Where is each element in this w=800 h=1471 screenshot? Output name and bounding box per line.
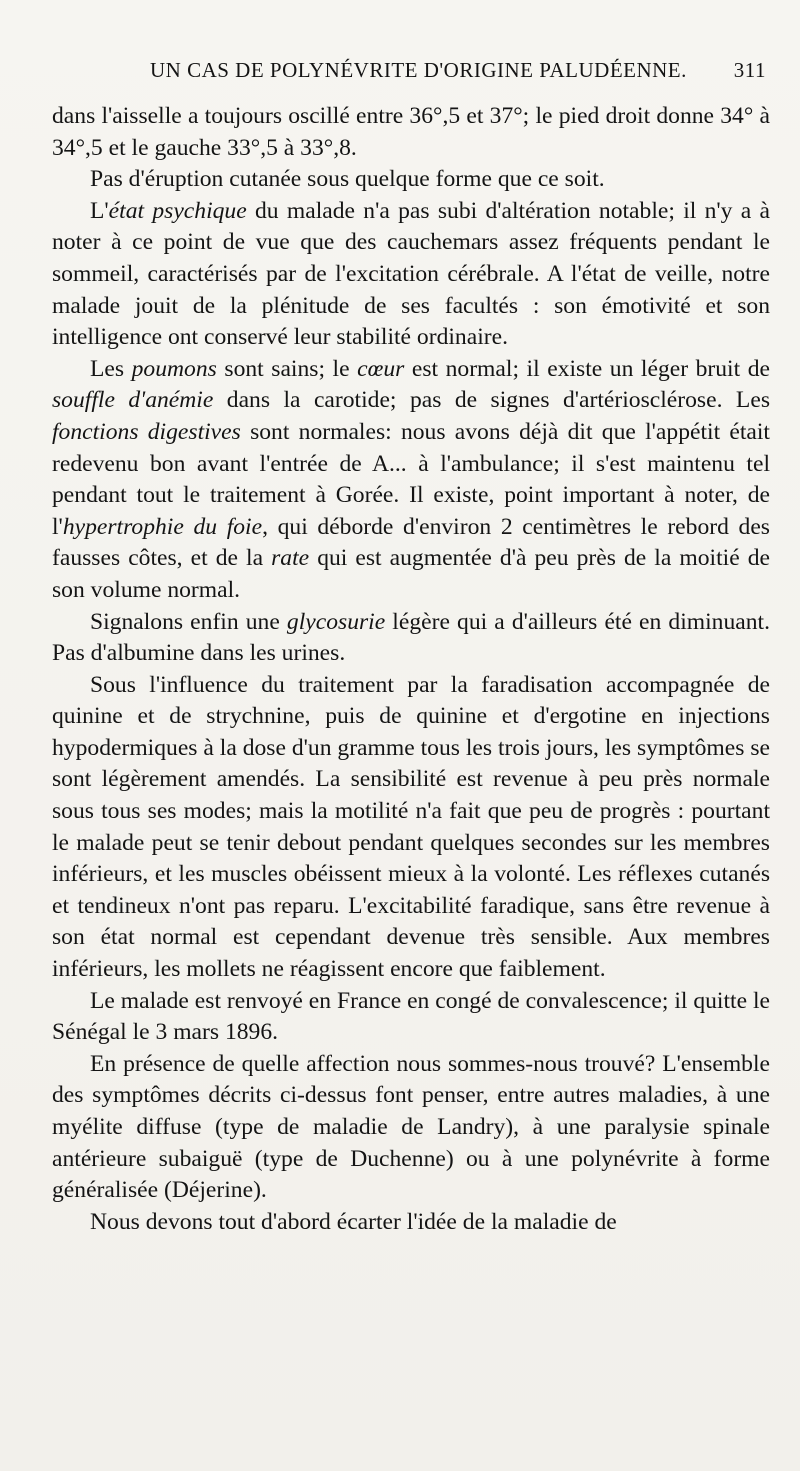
paragraph (52, 986, 770, 1049)
text-run: En présence de quelle affection nous sommes-nous trouvé? L'ensemble des symptômes décrits ci-dessus font penser, entre autres maladies, à une myélite diffuse (type de maladie de Landry), à une paralysie spinale antérieure subaiguë (type de Duchenne) ou à une polynévrite à forme généralisée (Déjerine). (52, 1050, 770, 1204)
text-run: Sous l'influence du traitement par la faradisation accompagnée de quinine et de strychnine, puis de quinine et d'ergotine en injections hypodermiques à la dose d'un gramme tous les trois jours, les symptômes se sont légèrement amendés. La sensibilité est revenue à peu près normale sous tous ses modes; mais la motilité n'a fait que peu de progrès : pourtant le malade peut se tenir debout pendant quelques secondes sur les membres inférieurs, et les muscles obéissent mieux à la volonté. Les réflexes cutanés et tendineux n'ont pas reparu. L'excitabilité faradique, sans être revenue à son état normal est cependant devenue très sensible. Aux membres inférieurs, les mollets ne réagissent encore que faiblement. (52, 671, 770, 983)
paragraph (52, 101, 770, 164)
paragraph (52, 354, 770, 607)
text-run: Signalons enfin une (90, 608, 287, 635)
text-run: Les (90, 355, 132, 382)
page-number: 311 (733, 58, 766, 82)
text-run: sont normales: nous avons déjà dit que l'appétit était redevenu bon avant l'entrée de A... à l'ambulance; il s'est maintenu tel pendant tout le traitement à Gorée. Il existe, point important à noter, de l' (52, 418, 770, 540)
text-run: dans l'aisselle a toujours oscillé entre 36°,5 et 37°; le pied droit donne 34° à 34°,5 et le gauche 33°,5 à 33°,8. (52, 103, 770, 161)
italic-term: glycosurie (286, 608, 386, 635)
paragraph (52, 607, 770, 670)
paragraph (52, 1207, 770, 1239)
text-run: sont sains; le (216, 355, 358, 382)
italic-term: rate (271, 545, 310, 572)
paragraph (52, 196, 770, 354)
italic-term: état psychique (108, 197, 247, 224)
text-run: Le malade est renvoyé en France en congé de convalescence; il quitte le Sénégal le 3 mars 1896. (52, 987, 770, 1046)
body-text (52, 101, 770, 1238)
text-run: , qui déborde d'environ 2 centimètres le rebord des fausses côtes, et de la (52, 513, 770, 572)
text-run: est normal; il existe un léger bruit de (404, 355, 770, 382)
text-run: qui est augmentée d'à peu près de la moitié de son volume normal. (52, 545, 770, 603)
text-run: Pas d'éruption cutanée sous quelque forme que ce soit. (90, 166, 605, 193)
italic-term: poumons (131, 355, 217, 382)
paragraph (52, 670, 770, 986)
italic-term: hypertrophie du foie (62, 513, 263, 540)
running-title: UN CAS DE POLYNÉVRITE D'ORIGINE PALUDÉENNE. (150, 58, 687, 82)
italic-term: fonctions digestives (52, 418, 241, 445)
text-run: L' (90, 197, 109, 224)
text-run: du malade n'a pas subi d'altération notable; il n'y a à noter à ce point de vue que des cauchemars assez fréquents pendant le sommeil, caractérisés par de l'excitation cérébrale. A l'état de veille, notre malade jouit de la plénitude de ses facultés : son émotivité et son intelligence ont conservé leur stabilité ordinaire. (52, 197, 770, 351)
paragraph (52, 1049, 770, 1207)
paragraph (52, 164, 770, 196)
text-run: dans la carotide; pas de signes d'artériosclérose. Les (213, 387, 770, 414)
text-run: Nous devons tout d'abord écarter l'idée de la maladie de (90, 1208, 617, 1235)
text-run: légère qui a d'ailleurs été en diminuant. Pas d'albumine dans les urines. (52, 608, 770, 667)
running-header (150, 58, 766, 86)
italic-term: cœur (357, 355, 405, 382)
italic-term: souffle d'anémie (52, 387, 214, 414)
